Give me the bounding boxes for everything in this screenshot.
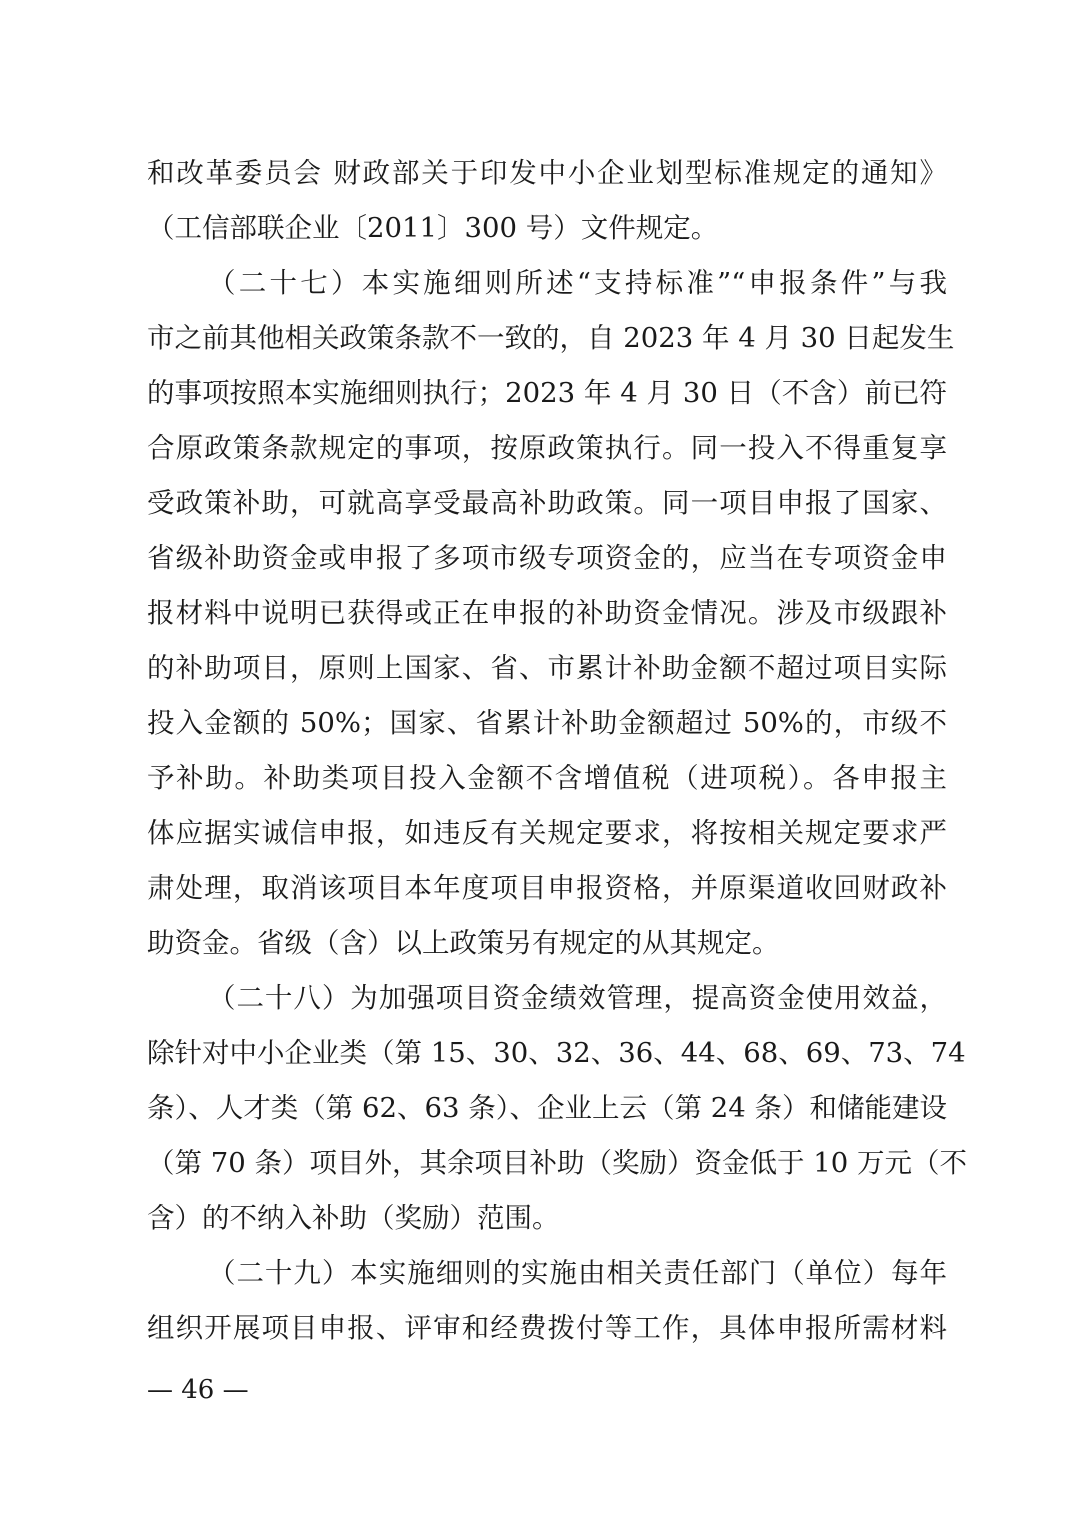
- text-line: 条）、人才类（第 62、63 条）、企业上云（第 24 条）和储能建设: [147, 1092, 947, 1124]
- text-line: 市之前其他相关政策条款不一致的，自 2023 年 4 月 30 日起发生: [147, 322, 955, 354]
- text-line: 助资金。省级（含）以上政策另有规定的从其规定。: [147, 927, 780, 959]
- text-line: 合原政策条款规定的事项，按原政策执行。同一投入不得重复享: [147, 432, 947, 464]
- text-line: 的补助项目，原则上国家、省、市累计补助金额不超过项目实际: [147, 652, 947, 684]
- text-line: 予补助。补助类项目投入金额不含增值税（进项税）。各申报主: [147, 762, 947, 794]
- text-line: 含）的不纳入补助（奖励）范围。: [147, 1202, 560, 1234]
- text-line: 省级补助资金或申报了多项市级专项资金的，应当在专项资金申: [147, 542, 947, 574]
- page-number: — 46 —: [147, 1375, 249, 1405]
- text-line: 肃处理，取消该项目本年度项目申报资格，并原渠道收回财政补: [147, 872, 947, 904]
- text-line: 受政策补助，可就高享受最高补助政策。同一项目申报了国家、: [147, 487, 947, 519]
- text-line: 投入金额的 50%；国家、省累计补助金额超过 50%的，市级不: [147, 707, 947, 739]
- text-line: 和改革委员会 财政部关于印发中小企业划型标准规定的通知》: [147, 157, 947, 189]
- text-line: 报材料中说明已获得或正在申报的补助资金情况。涉及市级跟补: [147, 597, 947, 629]
- paragraph-29-start: （二十九）本实施细则的实施由相关责任部门（单位）每年: [208, 1257, 947, 1289]
- text-line: 的事项按照本实施细则执行；2023 年 4 月 30 日（不含）前已符: [147, 377, 947, 409]
- text-line: （第 70 条）项目外，其余项目补助（奖励）资金低于 10 万元（不: [147, 1147, 967, 1179]
- text-line: （工信部联企业〔2011〕300 号）文件规定。: [147, 212, 719, 244]
- paragraph-28-start: （二十八）为加强项目资金绩效管理，提高资金使用效益，: [208, 982, 947, 1014]
- text-line: 除针对中小企业类（第 15、30、32、36、44、68、69、73、74: [147, 1037, 966, 1069]
- text-line: 体应据实诚信申报，如违反有关规定要求，将按相关规定要求严: [147, 817, 947, 849]
- text-line: 组织开展项目申报、评审和经费拨付等工作，具体申报所需材料: [147, 1312, 947, 1344]
- paragraph-27-start: （二十七）本实施细则所述“支持标准”“申报条件”与我: [208, 267, 947, 299]
- body-text: [147, 146, 967, 1356]
